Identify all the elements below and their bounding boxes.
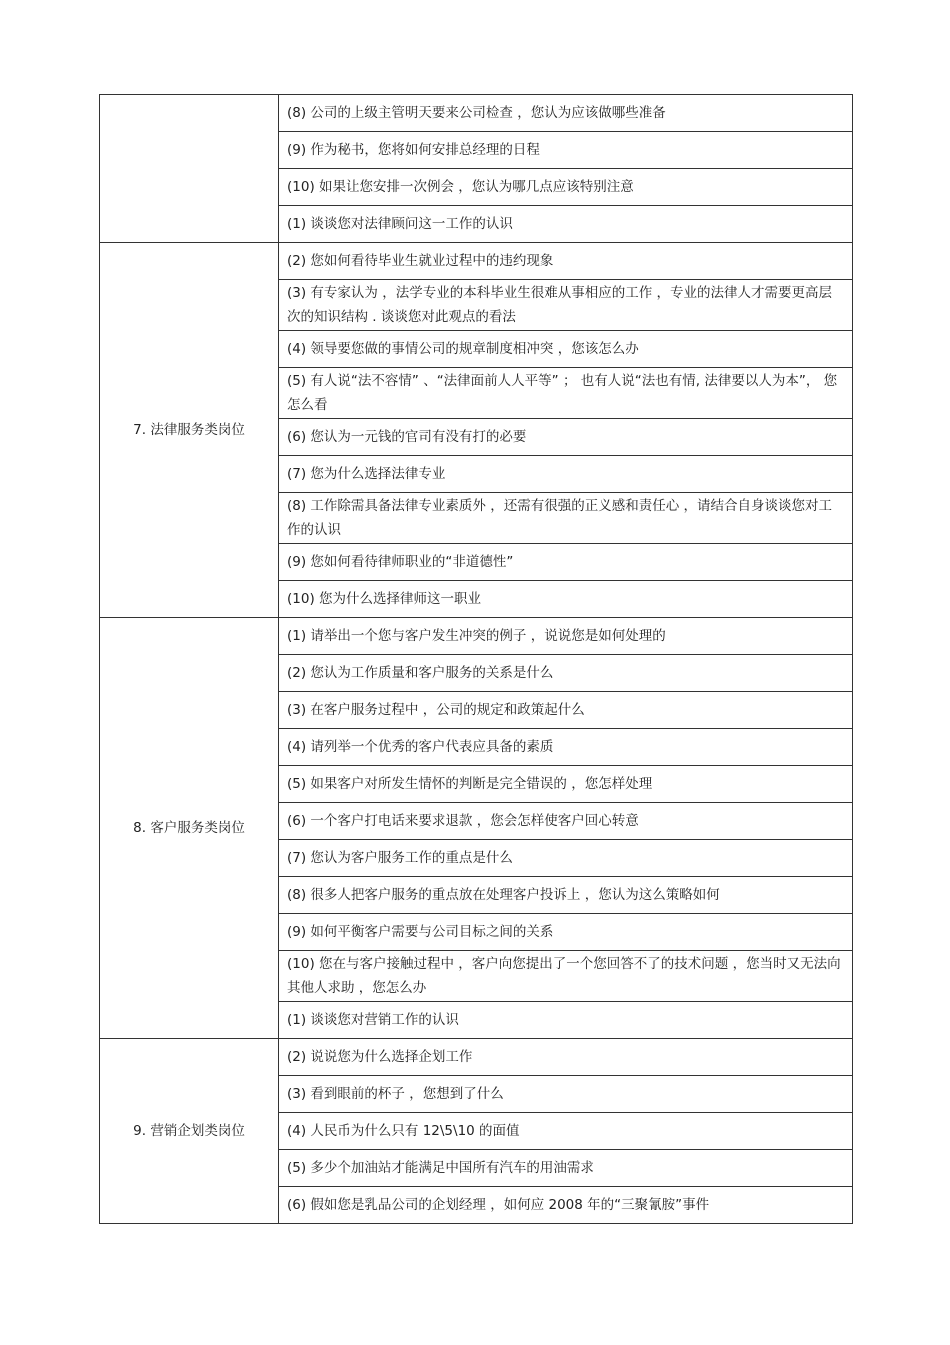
question-cell: (6) 假如您是乳品公司的企划经理 ，如何应 2008 年的“三聚氰胺”事件 [279, 1187, 853, 1224]
category-cell: 9. 营销企划类岗位 [100, 1039, 279, 1224]
question-cell: (7) 您认为客户服务工作的重点是什么 [279, 840, 853, 877]
question-cell: (10) 您为什么选择律师这一职业 [279, 581, 853, 618]
question-cell: (2) 您认为工作质量和客户服务的关系是什么 [279, 655, 853, 692]
question-cell: (4) 请列举一个优秀的客户代表应具备的素质 [279, 729, 853, 766]
question-cell: (5) 多少个加油站才能满足中国所有汽车的用油需求 [279, 1150, 853, 1187]
question-cell: (5) 有人说“法不容情” 、“法律面前人人平等” ； 也有人说“法也有情, 法律要以人为本”， 您怎么看 [279, 368, 853, 419]
question-cell: (10) 如果让您安排一次例会 ，您认为哪几点应该特别注意 [279, 169, 853, 206]
question-cell: (4) 领导要您做的事情公司的规章制度相冲突 ，您该怎么办 [279, 331, 853, 368]
question-cell: (9) 您如何看待律师职业的“非道德性” [279, 544, 853, 581]
question-cell: (9) 作为秘书，您将如何安排总经理的日程 [279, 132, 853, 169]
question-cell: (9) 如何平衡客户需要与公司目标之间的关系 [279, 914, 853, 951]
question-cell: (8) 公司的上级主管明天要来公司检查 ，您认为应该做哪些准备 [279, 95, 853, 132]
table-row [100, 1039, 853, 1076]
question-cell: (6) 一个客户打电话来要求退款 ，您会怎样使客户回心转意 [279, 803, 853, 840]
question-cell: (1) 谈谈您对法律顾问这一工作的认识 [279, 206, 853, 243]
question-cell: (3) 在客户服务过程中 ，公司的规定和政策起什么 [279, 692, 853, 729]
question-cell: (2) 您如何看待毕业生就业过程中的违约现象 [279, 243, 853, 280]
question-cell: (8) 工作除需具备法律专业素质外 ，还需有很强的正义感和责任心 ，请结合自身谈谈您对工作的认识 [279, 493, 853, 544]
question-cell: (8) 很多人把客户服务的重点放在处理客户投诉上 ，您认为这么策略如何 [279, 877, 853, 914]
question-cell: (6) 您认为一元钱的官司有没有打的必要 [279, 419, 853, 456]
table-row [100, 95, 853, 132]
question-cell: (10) 您在与客户接触过程中 ，客户向您提出了一个您回答不了的技术问题 ，您当时又无法向其他人求助 ，您怎么办 [279, 951, 853, 1002]
question-cell: (1) 谈谈您对营销工作的认识 [279, 1002, 853, 1039]
question-cell: (2) 说说您为什么选择企划工作 [279, 1039, 853, 1076]
table-row [100, 243, 853, 280]
question-cell: (1) 请举出一个您与客户发生冲突的例子 ，说说您是如何处理的 [279, 618, 853, 655]
question-table [99, 94, 853, 1224]
question-cell: (5) 如果客户对所发生情怀的判断是完全错误的 ，您怎样处理 [279, 766, 853, 803]
category-cell: 7. 法律服务类岗位 [100, 243, 279, 618]
category-cell: 8. 客户服务类岗位 [100, 618, 279, 1039]
table-row [100, 618, 853, 655]
category-cell [100, 95, 279, 243]
question-cell: (7) 您为什么选择法律专业 [279, 456, 853, 493]
question-cell: (3) 有专家认为 ，法学专业的本科毕业生很难从事相应的工作 ，专业的法律人才需要更高层次的知识结构 . 谈谈您对此观点的看法 [279, 280, 853, 331]
question-cell: (4) 人民币为什么只有 12\5\10 的面值 [279, 1113, 853, 1150]
question-cell: (3) 看到眼前的杯子 ，您想到了什么 [279, 1076, 853, 1113]
